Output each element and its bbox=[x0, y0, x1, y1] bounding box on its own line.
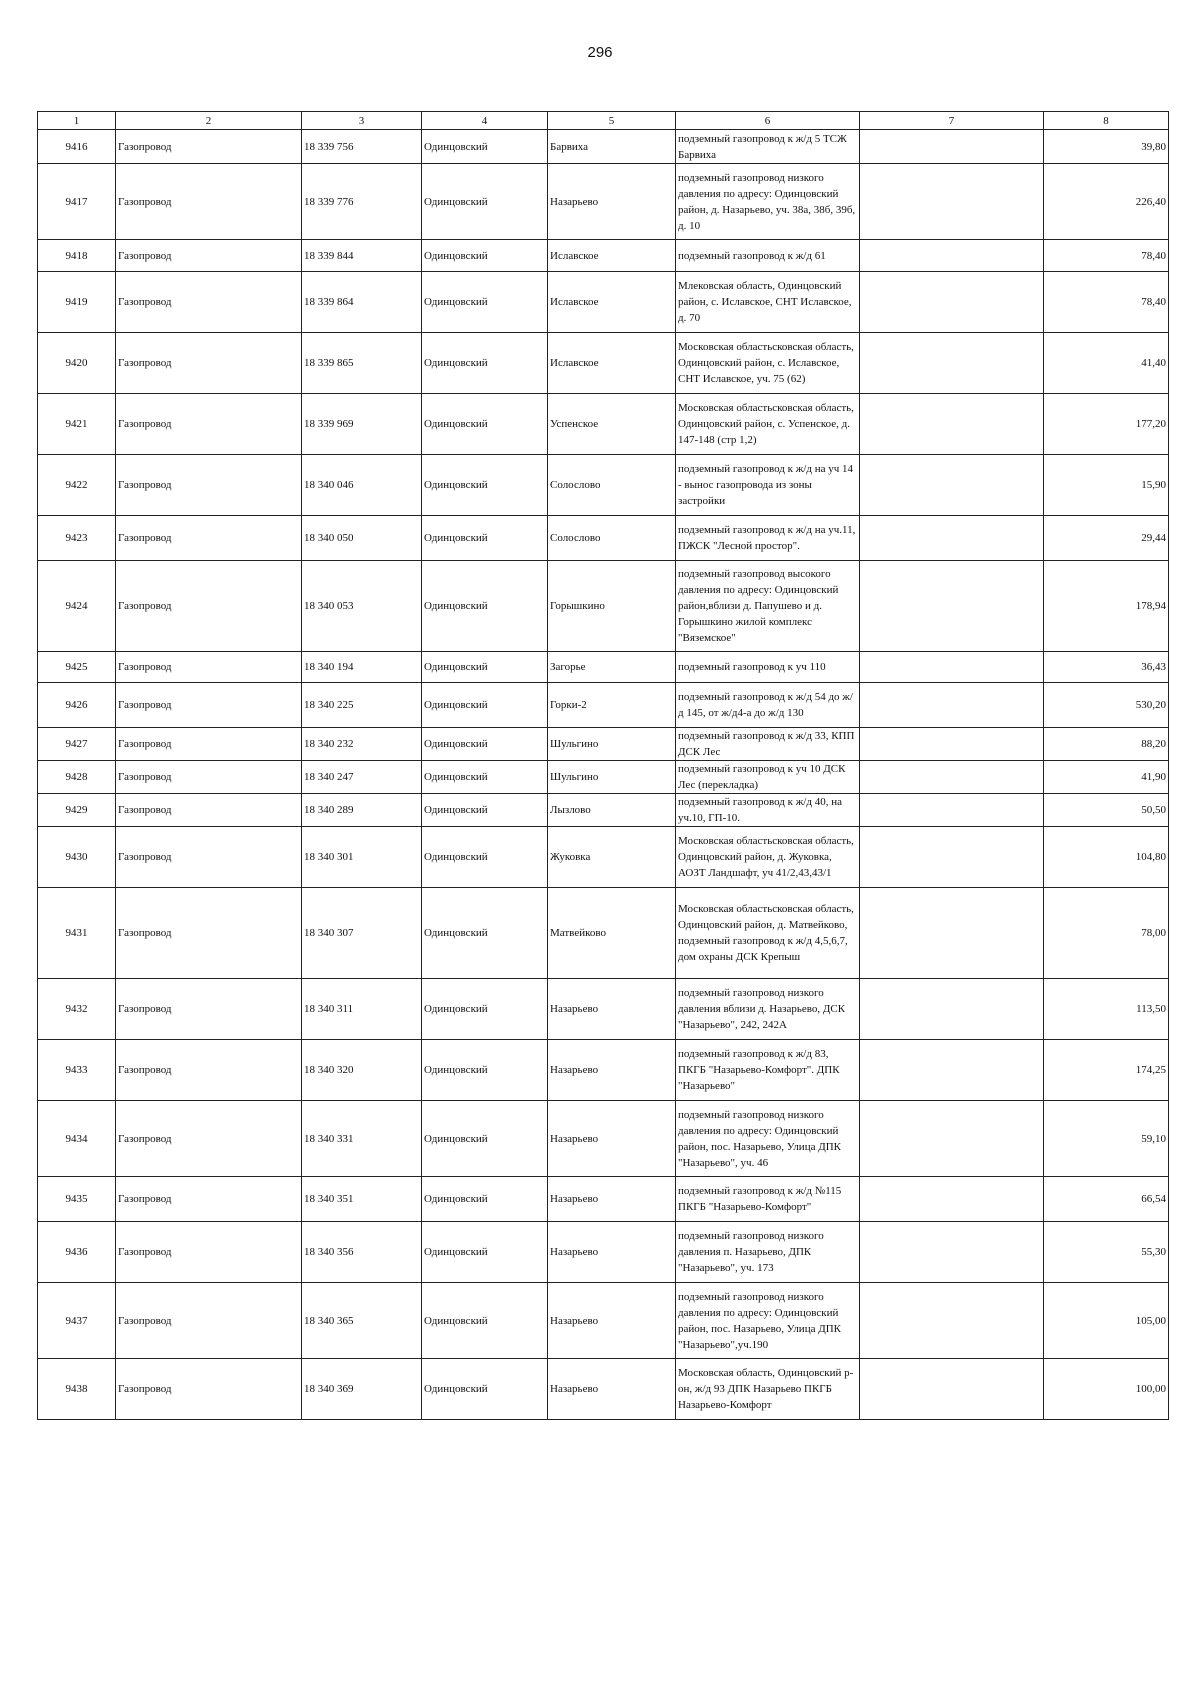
cell-description: подземный газопровод высокого давления по адресу: Одинцовский район,вблизи д. Папушево и д. Горышкино жилой комплекс "Вяземское" bbox=[676, 561, 860, 652]
cell-code: 18 340 320 bbox=[302, 1040, 422, 1101]
cell-length: 55,30 bbox=[1044, 1222, 1169, 1283]
cell-locality: Матвейково bbox=[548, 888, 676, 979]
cell-locality: Назарьево bbox=[548, 1101, 676, 1177]
table-row bbox=[38, 561, 1169, 652]
table-row bbox=[38, 240, 1169, 272]
table-row bbox=[38, 272, 1169, 333]
table-row bbox=[38, 979, 1169, 1040]
cell-length: 41,90 bbox=[1044, 761, 1169, 794]
cell-code: 18 339 864 bbox=[302, 272, 422, 333]
cell-locality: Загорье bbox=[548, 652, 676, 683]
cell-district: Одинцовский bbox=[422, 394, 548, 455]
cell-code: 18 339 865 bbox=[302, 333, 422, 394]
cell-district: Одинцовский bbox=[422, 333, 548, 394]
cell-note bbox=[860, 1283, 1044, 1359]
cell-code: 18 340 301 bbox=[302, 827, 422, 888]
cell-note bbox=[860, 394, 1044, 455]
cell-length: 177,20 bbox=[1044, 394, 1169, 455]
cell-code: 18 340 232 bbox=[302, 728, 422, 761]
cell-locality: Жуковка bbox=[548, 827, 676, 888]
cell-locality: Назарьево bbox=[548, 164, 676, 240]
cell-description: подземный газопровод к уч 10 ДСК Лес (перекладка) bbox=[676, 761, 860, 794]
cell-number: 9417 bbox=[38, 164, 116, 240]
cell-district: Одинцовский bbox=[422, 652, 548, 683]
table-row bbox=[38, 1040, 1169, 1101]
cell-locality: Иславское bbox=[548, 240, 676, 272]
page-number: 296 bbox=[587, 44, 613, 61]
cell-note bbox=[860, 888, 1044, 979]
cell-district: Одинцовский bbox=[422, 728, 548, 761]
cell-description: подземный газопровод к ж/д №115 ПКГБ "Назарьево-Комфорт" bbox=[676, 1177, 860, 1222]
cell-description: подземный газопровод низкого давления по адресу: Одинцовский район, д. Назарьево, уч. 38а, 38б, 39б, д. 10 bbox=[676, 164, 860, 240]
cell-description: Млековская область, Одинцовский район, с. Иславское, СНТ Иславское, д. 70 bbox=[676, 272, 860, 333]
cell-note bbox=[860, 516, 1044, 561]
cell-number: 9432 bbox=[38, 979, 116, 1040]
cell-number: 9435 bbox=[38, 1177, 116, 1222]
cell-locality: Горышкино bbox=[548, 561, 676, 652]
cell-description: подземный газопровод к ж/д 54 до ж/д 145, от ж/д4-а до ж/д 130 bbox=[676, 683, 860, 728]
cell-description: подземный газопровод к ж/д 33, КПП ДСК Лес bbox=[676, 728, 860, 761]
cell-number: 9423 bbox=[38, 516, 116, 561]
cell-locality: Солослово bbox=[548, 516, 676, 561]
table-row bbox=[38, 761, 1169, 794]
cell-length: 78,40 bbox=[1044, 272, 1169, 333]
table-row bbox=[38, 728, 1169, 761]
registry-table bbox=[37, 111, 1169, 1420]
header-row bbox=[38, 112, 1169, 130]
cell-length: 174,25 bbox=[1044, 1040, 1169, 1101]
cell-name: Газопровод bbox=[116, 240, 302, 272]
cell-description: подземный газопровод к ж/д 61 bbox=[676, 240, 860, 272]
cell-code: 18 340 311 bbox=[302, 979, 422, 1040]
cell-number: 9437 bbox=[38, 1283, 116, 1359]
cell-number: 9422 bbox=[38, 455, 116, 516]
cell-district: Одинцовский bbox=[422, 683, 548, 728]
table-row bbox=[38, 455, 1169, 516]
cell-district: Одинцовский bbox=[422, 827, 548, 888]
cell-code: 18 339 969 bbox=[302, 394, 422, 455]
cell-name: Газопровод bbox=[116, 1040, 302, 1101]
cell-description: подземный газопровод низкого давления п. Назарьево, ДПК "Назарьево", уч. 173 bbox=[676, 1222, 860, 1283]
cell-name: Газопровод bbox=[116, 561, 302, 652]
cell-number: 9429 bbox=[38, 794, 116, 827]
cell-code: 18 340 365 bbox=[302, 1283, 422, 1359]
cell-code: 18 340 247 bbox=[302, 761, 422, 794]
cell-name: Газопровод bbox=[116, 272, 302, 333]
cell-note bbox=[860, 240, 1044, 272]
cell-district: Одинцовский bbox=[422, 1040, 548, 1101]
cell-district: Одинцовский bbox=[422, 164, 548, 240]
cell-name: Газопровод bbox=[116, 888, 302, 979]
cell-length: 88,20 bbox=[1044, 728, 1169, 761]
cell-number: 9418 bbox=[38, 240, 116, 272]
cell-description: Московская областьсковская область, Одинцовский район, с. Успенское, д. 147-148 (стр 1,2) bbox=[676, 394, 860, 455]
cell-note bbox=[860, 827, 1044, 888]
cell-district: Одинцовский bbox=[422, 561, 548, 652]
cell-locality: Шульгино bbox=[548, 728, 676, 761]
cell-description: подземный газопровод низкого давления по адресу: Одинцовский район, пос. Назарьево, Улица ДПК "Назарьево",уч.190 bbox=[676, 1283, 860, 1359]
cell-name: Газопровод bbox=[116, 394, 302, 455]
cell-name: Газопровод bbox=[116, 130, 302, 164]
cell-name: Газопровод bbox=[116, 683, 302, 728]
column-header: 3 bbox=[302, 112, 422, 130]
cell-locality: Горки-2 bbox=[548, 683, 676, 728]
cell-code: 18 339 756 bbox=[302, 130, 422, 164]
cell-locality: Иславское bbox=[548, 272, 676, 333]
cell-name: Газопровод bbox=[116, 728, 302, 761]
cell-note bbox=[860, 164, 1044, 240]
cell-code: 18 339 844 bbox=[302, 240, 422, 272]
cell-name: Газопровод bbox=[116, 455, 302, 516]
cell-length: 226,40 bbox=[1044, 164, 1169, 240]
cell-district: Одинцовский bbox=[422, 130, 548, 164]
cell-locality: Назарьево bbox=[548, 1222, 676, 1283]
table-row bbox=[38, 683, 1169, 728]
cell-name: Газопровод bbox=[116, 761, 302, 794]
cell-district: Одинцовский bbox=[422, 272, 548, 333]
cell-note bbox=[860, 728, 1044, 761]
cell-length: 50,50 bbox=[1044, 794, 1169, 827]
cell-description: подземный газопровод к ж/д на уч.11, ПЖСК "Лесной простор". bbox=[676, 516, 860, 561]
table-row bbox=[38, 130, 1169, 164]
cell-note bbox=[860, 333, 1044, 394]
cell-note bbox=[860, 1040, 1044, 1101]
cell-code: 18 340 369 bbox=[302, 1359, 422, 1420]
table-row bbox=[38, 1283, 1169, 1359]
cell-district: Одинцовский bbox=[422, 516, 548, 561]
cell-locality: Назарьево bbox=[548, 979, 676, 1040]
table-row bbox=[38, 394, 1169, 455]
cell-length: 530,20 bbox=[1044, 683, 1169, 728]
table-row bbox=[38, 1359, 1169, 1420]
column-header: 1 bbox=[38, 112, 116, 130]
table-row bbox=[38, 1177, 1169, 1222]
cell-code: 18 340 046 bbox=[302, 455, 422, 516]
cell-number: 9420 bbox=[38, 333, 116, 394]
cell-code: 18 340 289 bbox=[302, 794, 422, 827]
cell-name: Газопровод bbox=[116, 1283, 302, 1359]
cell-district: Одинцовский bbox=[422, 1359, 548, 1420]
cell-district: Одинцовский bbox=[422, 888, 548, 979]
column-header: 2 bbox=[116, 112, 302, 130]
cell-number: 9431 bbox=[38, 888, 116, 979]
cell-length: 178,94 bbox=[1044, 561, 1169, 652]
table-body bbox=[38, 130, 1169, 1420]
cell-number: 9428 bbox=[38, 761, 116, 794]
cell-locality: Барвиха bbox=[548, 130, 676, 164]
cell-note bbox=[860, 130, 1044, 164]
cell-note bbox=[860, 272, 1044, 333]
cell-number: 9433 bbox=[38, 1040, 116, 1101]
cell-name: Газопровод bbox=[116, 979, 302, 1040]
cell-district: Одинцовский bbox=[422, 794, 548, 827]
cell-note bbox=[860, 761, 1044, 794]
cell-length: 100,00 bbox=[1044, 1359, 1169, 1420]
cell-locality: Назарьево bbox=[548, 1359, 676, 1420]
cell-length: 29,44 bbox=[1044, 516, 1169, 561]
table-row bbox=[38, 1222, 1169, 1283]
column-header: 7 bbox=[860, 112, 1044, 130]
cell-district: Одинцовский bbox=[422, 979, 548, 1040]
cell-description: Московская область, Одинцовский р-он, ж/д 93 ДПК Назарьево ПКГБ Назарьево-Комфорт bbox=[676, 1359, 860, 1420]
cell-description: подземный газопровод низкого давления вблизи д. Назарьево, ДСК "Назарьево", 242, 242А bbox=[676, 979, 860, 1040]
cell-note bbox=[860, 1359, 1044, 1420]
cell-name: Газопровод bbox=[116, 1222, 302, 1283]
cell-number: 9438 bbox=[38, 1359, 116, 1420]
cell-note bbox=[860, 561, 1044, 652]
table-row bbox=[38, 652, 1169, 683]
cell-note bbox=[860, 455, 1044, 516]
cell-length: 113,50 bbox=[1044, 979, 1169, 1040]
cell-locality: Шульгино bbox=[548, 761, 676, 794]
cell-number: 9434 bbox=[38, 1101, 116, 1177]
cell-number: 9426 bbox=[38, 683, 116, 728]
cell-district: Одинцовский bbox=[422, 1222, 548, 1283]
cell-length: 59,10 bbox=[1044, 1101, 1169, 1177]
cell-name: Газопровод bbox=[116, 652, 302, 683]
cell-note bbox=[860, 1222, 1044, 1283]
cell-number: 9416 bbox=[38, 130, 116, 164]
table-row bbox=[38, 164, 1169, 240]
table-row bbox=[38, 827, 1169, 888]
column-header: 4 bbox=[422, 112, 548, 130]
cell-locality: Иславское bbox=[548, 333, 676, 394]
cell-code: 18 340 356 bbox=[302, 1222, 422, 1283]
cell-code: 18 340 225 bbox=[302, 683, 422, 728]
cell-name: Газопровод bbox=[116, 794, 302, 827]
cell-name: Газопровод bbox=[116, 333, 302, 394]
cell-description: подземный газопровод к ж/д 40, на уч.10, ГП-10. bbox=[676, 794, 860, 827]
cell-name: Газопровод bbox=[116, 1177, 302, 1222]
cell-locality: Назарьево bbox=[548, 1283, 676, 1359]
cell-description: подземный газопровод к ж/д 83, ПКГБ "Назарьево-Комфорт". ДПК "Назарьево" bbox=[676, 1040, 860, 1101]
cell-name: Газопровод bbox=[116, 827, 302, 888]
cell-name: Газопровод bbox=[116, 1359, 302, 1420]
cell-district: Одинцовский bbox=[422, 1101, 548, 1177]
cell-length: 39,80 bbox=[1044, 130, 1169, 164]
cell-note bbox=[860, 794, 1044, 827]
column-header: 6 bbox=[676, 112, 860, 130]
cell-note bbox=[860, 652, 1044, 683]
cell-description: подземный газопровод к уч 110 bbox=[676, 652, 860, 683]
cell-locality: Солослово bbox=[548, 455, 676, 516]
cell-description: подземный газопровод к ж/д 5 ТСЖ Барвиха bbox=[676, 130, 860, 164]
cell-description: подземный газопровод к ж/д на уч 14 - вынос газопровода из зоны застройки bbox=[676, 455, 860, 516]
cell-code: 18 340 053 bbox=[302, 561, 422, 652]
cell-number: 9425 bbox=[38, 652, 116, 683]
cell-number: 9424 bbox=[38, 561, 116, 652]
cell-district: Одинцовский bbox=[422, 1283, 548, 1359]
cell-length: 36,43 bbox=[1044, 652, 1169, 683]
cell-district: Одинцовский bbox=[422, 240, 548, 272]
cell-length: 41,40 bbox=[1044, 333, 1169, 394]
cell-length: 78,00 bbox=[1044, 888, 1169, 979]
cell-length: 78,40 bbox=[1044, 240, 1169, 272]
cell-code: 18 339 776 bbox=[302, 164, 422, 240]
cell-code: 18 340 307 bbox=[302, 888, 422, 979]
cell-district: Одинцовский bbox=[422, 455, 548, 516]
cell-note bbox=[860, 683, 1044, 728]
cell-length: 15,90 bbox=[1044, 455, 1169, 516]
cell-description: Московская областьсковская область, Одинцовский район, д. Матвейково, подземный газопровод к ж/д 4,5,6,7, дом охраны ДСК Крепыш bbox=[676, 888, 860, 979]
cell-length: 105,00 bbox=[1044, 1283, 1169, 1359]
cell-code: 18 340 351 bbox=[302, 1177, 422, 1222]
table-row bbox=[38, 516, 1169, 561]
cell-description: Московская областьсковская область, Одинцовский район, д. Жуковка, АОЗТ Ландшафт, уч 41/2,43,43/1 bbox=[676, 827, 860, 888]
table-row bbox=[38, 333, 1169, 394]
column-header: 8 bbox=[1044, 112, 1169, 130]
cell-locality: Лызлово bbox=[548, 794, 676, 827]
cell-number: 9419 bbox=[38, 272, 116, 333]
cell-code: 18 340 194 bbox=[302, 652, 422, 683]
cell-number: 9421 bbox=[38, 394, 116, 455]
table-row bbox=[38, 1101, 1169, 1177]
table-row bbox=[38, 794, 1169, 827]
cell-name: Газопровод bbox=[116, 164, 302, 240]
cell-code: 18 340 050 bbox=[302, 516, 422, 561]
cell-name: Газопровод bbox=[116, 516, 302, 561]
cell-description: подземный газопровод низкого давления по адресу: Одинцовский район, пос. Назарьево, Улица ДПК "Назарьево", уч. 46 bbox=[676, 1101, 860, 1177]
cell-number: 9427 bbox=[38, 728, 116, 761]
cell-name: Газопровод bbox=[116, 1101, 302, 1177]
cell-locality: Назарьево bbox=[548, 1177, 676, 1222]
cell-number: 9430 bbox=[38, 827, 116, 888]
cell-length: 66,54 bbox=[1044, 1177, 1169, 1222]
cell-locality: Назарьево bbox=[548, 1040, 676, 1101]
cell-number: 9436 bbox=[38, 1222, 116, 1283]
table-row bbox=[38, 888, 1169, 979]
cell-note bbox=[860, 979, 1044, 1040]
cell-note bbox=[860, 1177, 1044, 1222]
cell-length: 104,80 bbox=[1044, 827, 1169, 888]
cell-description: Московская областьсковская область, Одинцовский район, с. Иславское, СНТ Иславское, уч. 75 (62) bbox=[676, 333, 860, 394]
column-header: 5 bbox=[548, 112, 676, 130]
cell-district: Одинцовский bbox=[422, 761, 548, 794]
cell-note bbox=[860, 1101, 1044, 1177]
cell-district: Одинцовский bbox=[422, 1177, 548, 1222]
cell-locality: Успенское bbox=[548, 394, 676, 455]
cell-code: 18 340 331 bbox=[302, 1101, 422, 1177]
